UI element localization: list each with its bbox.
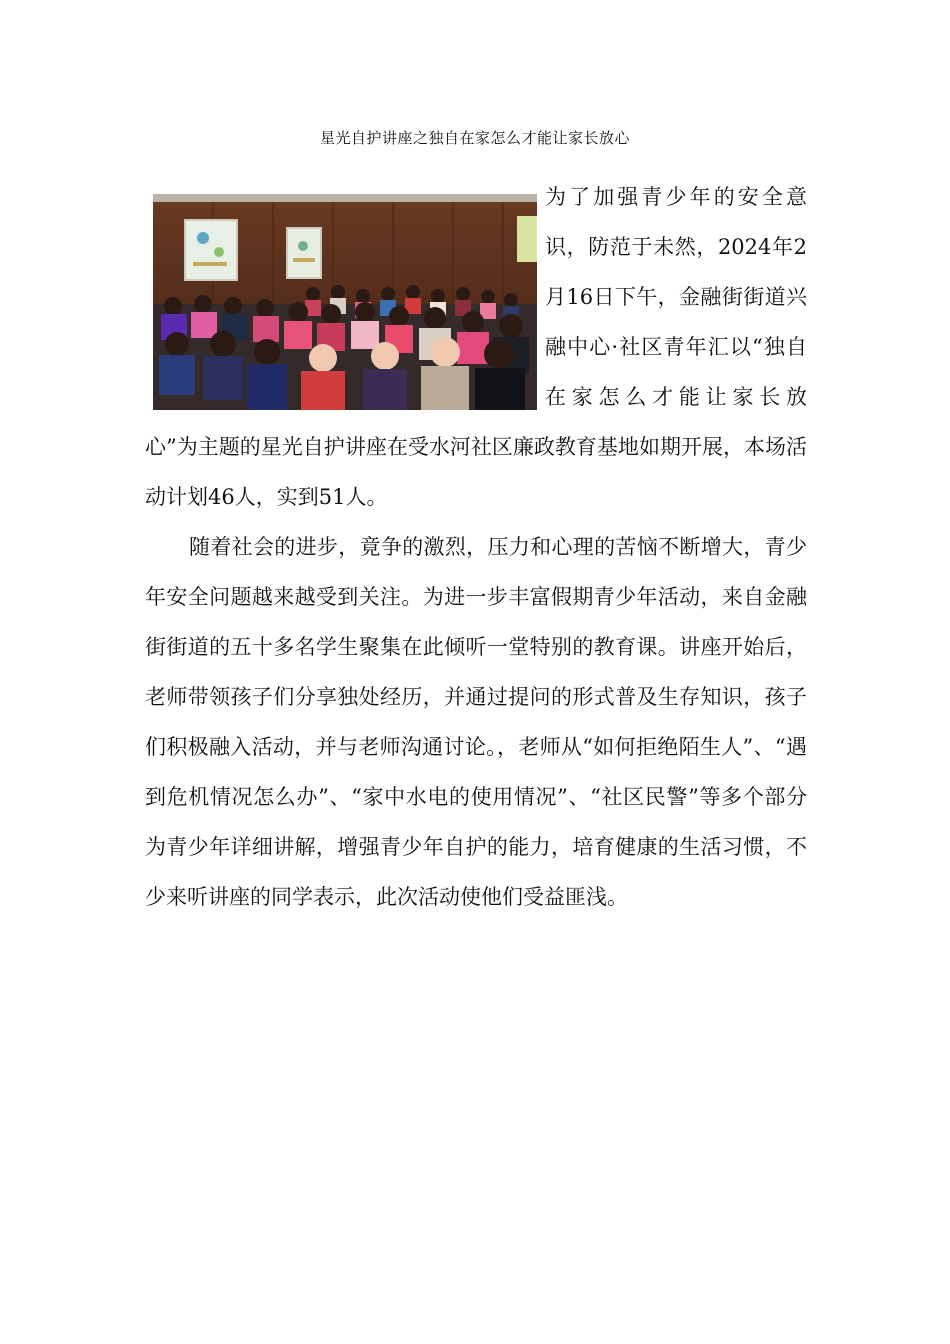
paragraph-1: 为了加强青少年的安全意识，防范于未然，2024年2月16日下午，金融街街道兴融中心·社区青年汇以“独自在家怎么才能让家长放心”为主题的星光自护讲座在受水河社区廉政教育基地如期开展，本场活动计划46人，实到51人。: [145, 185, 807, 509]
paragraph-2: 随着社会的进步，竟争的激烈，压力和心理的苦恼不断增大，青少年安全问题越来越受到关注。为进一步丰富假期青少年活动，来自金融街街道的五十多名学生聚集在此倾听一堂特别的教育课。讲座开始后，老师带领孩子们分享独处经历，并通过提问的形式普及生存知识，孩子们积极融入活动，并与老师沟通讨论。，老师从“如何拒绝陌生人”、“遇到危机情况怎么办”、“家中水电的使用情况”、“社区民警”等多个部分为青少年详细讲解，增强青少年自护的能力，培育健康的生活习惯，不少来听讲座的同学表示，此次活动使他们受益匪浅。: [145, 535, 807, 909]
document-title: 星光自护讲座之独自在家怎么才能让家长放心: [319, 129, 630, 147]
paragraph-1-block: [145, 172, 807, 522]
lecture-audience-photo: [153, 194, 537, 410]
